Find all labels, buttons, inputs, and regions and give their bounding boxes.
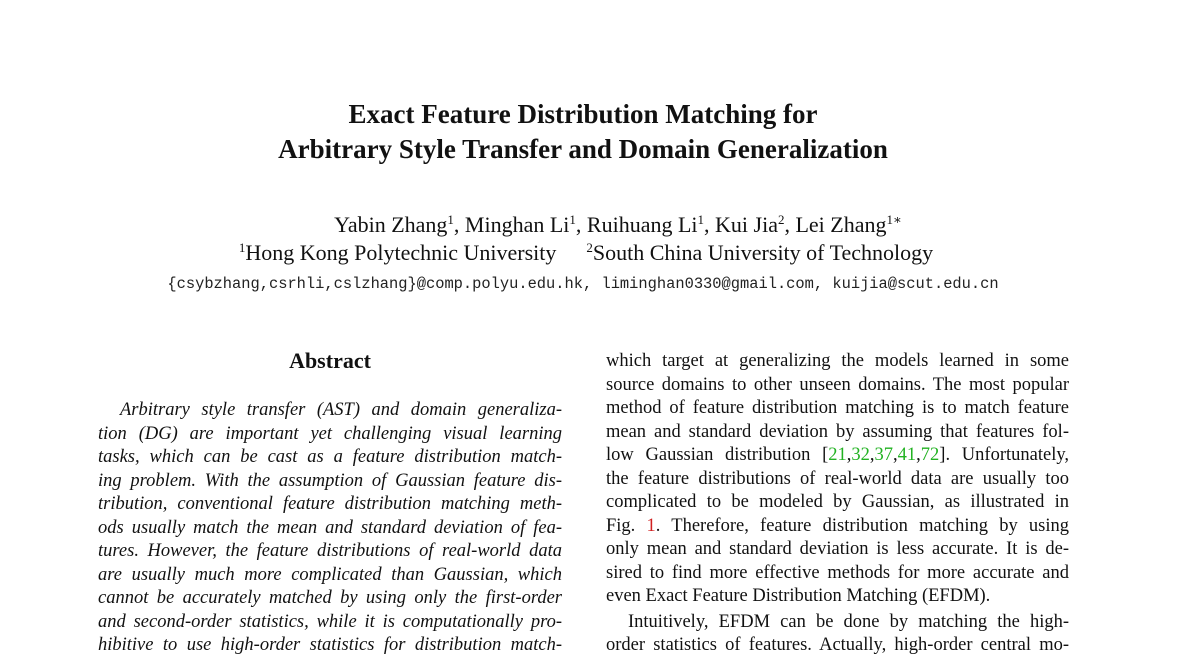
abstract-body: [98, 399, 562, 658]
affiliation-sup: 1: [238, 240, 246, 255]
author-name: Ruihuang Li: [586, 212, 698, 237]
author-name: Yabin Zhang: [334, 212, 448, 237]
author-sup: 1: [447, 212, 454, 227]
author-sup: 2: [777, 212, 785, 227]
abstract-line: tribution, conventional feature distribution matching meth-: [98, 494, 562, 514]
abstract-line: tasks, which can be cast as a feature distribution match-: [98, 447, 562, 467]
body-line: complicated to be modeled by Gaussian, as illustrated in: [606, 492, 1069, 512]
abstract-line: and second-order statistics, while it is computationally pro-: [98, 611, 562, 632]
author-sup: 1: [569, 212, 576, 227]
citation-link[interactable]: 72: [920, 445, 940, 465]
intro-body: [606, 350, 1069, 658]
body-line-figure-ref: Fig. 1. Therefore, feature distribution matching by using: [606, 515, 1069, 536]
abstract-line: hibitive to use high-order statistics for distribution match-: [98, 635, 562, 655]
body-line: method of feature distribution matching is to match feature: [606, 398, 1069, 418]
body-line: which target at generalizing the models learned in some: [606, 351, 1069, 371]
body-line: order statistics of features. Actually, high-order central mo-: [606, 635, 1069, 655]
author-sup: 1: [697, 212, 705, 227]
author-sup: 1∗: [886, 212, 902, 227]
title-line-1: Exact Feature Distribution Matching for: [348, 99, 818, 129]
body-line: mean and standard deviation by assuming that features fol-: [606, 421, 1069, 442]
citation-link[interactable]: 41: [897, 445, 917, 465]
abstract-line: tion (DG) are important yet challenging visual learning: [98, 423, 562, 444]
body-line: only mean and standard deviation is less accurate. It is de-: [606, 539, 1069, 559]
abstract-line: ing problem. With the assumption of Gaussian feature dis-: [98, 470, 562, 491]
affiliation-2: South China University of Technology: [592, 240, 934, 265]
affiliations: [0, 239, 1172, 267]
body-line: the feature distributions of real-world data are usually too: [606, 468, 1069, 489]
body-line: Intuitively, EFDM can be done by matching the high-: [628, 611, 1069, 632]
paper-title: [0, 97, 1166, 167]
body-line: source domains to other unseen domains. The most popular: [606, 374, 1069, 395]
author-name: Minghan Li: [464, 212, 570, 237]
abstract-line: ods usually match the mean and standard deviation of fea-: [98, 517, 562, 538]
body-line: sired to find more effective methods for more accurate and: [606, 562, 1069, 583]
author-list: Yabin Zhang$^1$, Minghan Li$^1$, Ruihuang Li$^1$, Kui Jia$^2$, Lei Zhang$^{1∗}$: [334, 212, 902, 237]
abstract-line: are usually much more complicated than Gaussian, which: [98, 564, 562, 585]
title-line-2: Arbitrary Style Transfer and Domain Generalization: [278, 134, 888, 164]
citation-link[interactable]: 21: [828, 445, 847, 465]
body-line: even Exact Feature Distribution Matching (EFDM).: [606, 586, 991, 606]
author-name: Kui Jia: [715, 212, 778, 237]
affiliation-sup: 2: [586, 240, 593, 255]
affiliation-1: Hong Kong Polytechnic University: [245, 240, 557, 265]
author-emails: {csybzhang,csrhli,cslzhang}@comp.polyu.edu.hk, liminghan0330@gmail.com, kuijia@scut.edu.cn: [167, 275, 999, 293]
abstract-line: Arbitrary style transfer (AST) and domain generaliza-: [120, 400, 562, 420]
abstract-line: tures. However, the feature distributions of real-world data: [98, 541, 562, 561]
figure-ref-link[interactable]: 1: [646, 515, 656, 536]
citation-link[interactable]: 37: [874, 445, 894, 465]
citation-link[interactable]: 32: [851, 445, 870, 465]
body-line-citations: low Gaussian distribution [21,32,37,41,72]. Unfortunately,: [606, 445, 1070, 465]
abstract-line: cannot be accurately matched by using only the first-order: [98, 588, 562, 608]
author-name: Lei Zhang: [795, 212, 887, 237]
abstract-heading: Abstract: [289, 348, 371, 373]
